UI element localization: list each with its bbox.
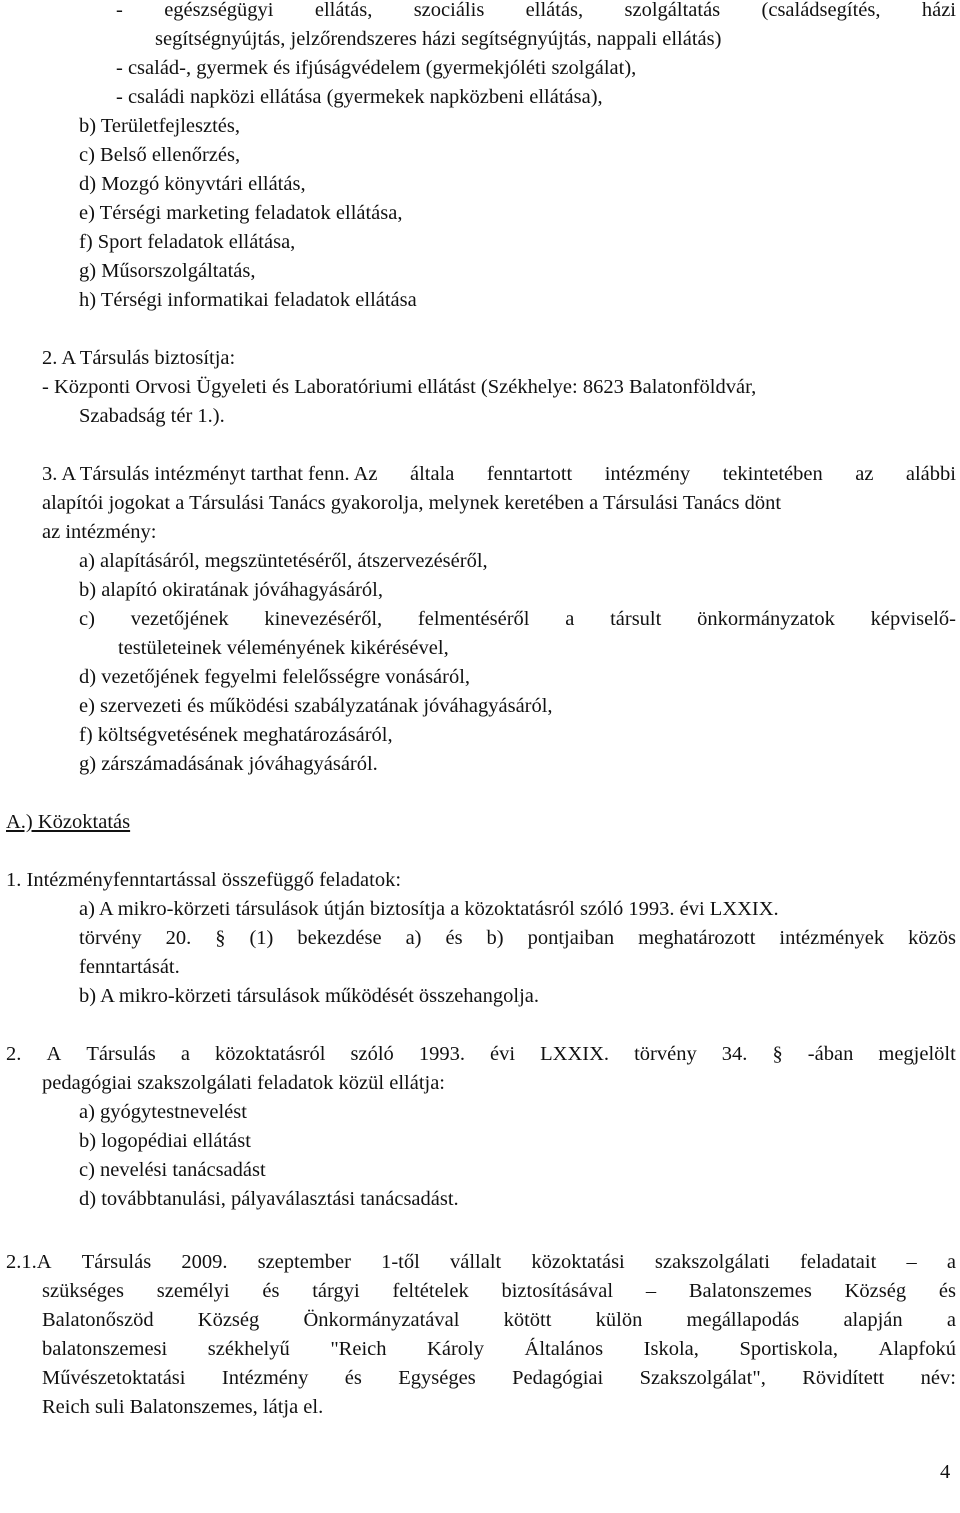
word: – (645, 1280, 657, 1302)
section-3-line3: az intézmény: (42, 521, 157, 543)
list-item-child-protection: - család-, gyermek és ifjúságvédelem (gyermekjóléti szolgálat), (116, 57, 637, 79)
word: kötött (503, 1309, 552, 1331)
word: Önkormányzatával (303, 1309, 460, 1331)
word: A (46, 1043, 62, 1065)
list-item-g: g) Műsorszolgáltatás, (79, 260, 256, 282)
word: – (906, 1251, 917, 1273)
word: balatonszemesi (42, 1338, 168, 1360)
word: biztosításával (501, 1280, 614, 1302)
word: ellátás, (525, 0, 584, 21)
kozoktatas-point-2-line1 (6, 1040, 956, 1069)
word: alábbi (905, 463, 956, 485)
word: szükséges (42, 1280, 124, 1302)
list-item-health-line1 (116, 0, 956, 25)
word: § (215, 927, 226, 949)
word: feltételek (392, 1280, 469, 1302)
word: -ában (807, 1043, 854, 1065)
kozoktatas-point-21-line6: Reich suli Balatonszemes, látja el. (42, 1396, 324, 1418)
section-3-item-g: g) zárszámadásának jóváhagyásáról. (79, 753, 378, 775)
word: intézmények (779, 927, 885, 949)
section-3-item-b: b) alapító okiratának jóváhagyásáról, (79, 579, 383, 601)
word: személyi (156, 1280, 230, 1302)
word: feladatait (800, 1251, 877, 1273)
word: tekintetében (722, 463, 823, 485)
word: 20. (165, 927, 192, 949)
word: Egységes (398, 1367, 476, 1389)
word: Község (197, 1309, 260, 1331)
word: szeptember (257, 1251, 351, 1273)
word: intézmény (604, 463, 691, 485)
page-number: 4 (940, 1461, 951, 1483)
word: Általános (524, 1338, 604, 1360)
word: képviselő- (870, 608, 956, 630)
word: közoktatásról (215, 1043, 326, 1065)
word: név: (920, 1367, 956, 1389)
word: Társulás (86, 1043, 156, 1065)
word: és (938, 1280, 956, 1302)
word: 1993. (418, 1043, 465, 1065)
kozoktatas-point-2c: c) nevelési tanácsadást (79, 1159, 266, 1181)
word: Balatonőszöd (42, 1309, 154, 1331)
kozoktatas-point-21-line4 (42, 1335, 956, 1364)
word: - (116, 0, 123, 21)
word: bekezdése (297, 927, 382, 949)
word: Károly (427, 1338, 484, 1360)
word: Szakszolgálat", (639, 1367, 766, 1389)
word: tárgyi (312, 1280, 360, 1302)
kozoktatas-point-21-line3 (42, 1306, 956, 1335)
word: c) (79, 608, 95, 630)
word: megjelölt (878, 1043, 956, 1065)
word: Sportiskola, (739, 1338, 838, 1360)
word: meghatározott (638, 927, 756, 949)
word: szóló (350, 1043, 394, 1065)
kozoktatas-point-1b: b) A mikro-körzeti társulások működését összehangolja. (79, 985, 540, 1007)
section-3-line2: alapítói jogokat a Társulási Tanács gyakorolja, melynek keretében a Társulási Tanács dönt (42, 492, 782, 514)
kozoktatas-point-21-line2 (42, 1277, 956, 1306)
word: a) (405, 927, 422, 949)
word: külön (595, 1309, 643, 1331)
section-3-item-e: e) szervezeti és működési szabályzatának jóváhagyásáról, (79, 695, 553, 717)
word: ellátás, (314, 0, 373, 21)
word: évi (490, 1043, 516, 1065)
kozoktatas-point-2-line2: pedagógiai szakszolgálati feladatok közül ellátja: (42, 1072, 446, 1094)
word: felmentéséről (417, 608, 530, 630)
word: Rövidített (802, 1367, 885, 1389)
word: (családsegítés, (761, 0, 881, 21)
word: és (344, 1367, 362, 1389)
word: vezetőjének (130, 608, 229, 630)
word: megállapodás (686, 1309, 800, 1331)
word: (1) (249, 927, 274, 949)
word: Iskola, (643, 1338, 699, 1360)
word: szolgáltatás (624, 0, 721, 21)
word: LXXIX. (540, 1043, 610, 1065)
list-item-f: f) Sport feladatok ellátása, (79, 231, 296, 253)
list-item-h: h) Térségi informatikai feladatok ellátása (79, 289, 417, 311)
word: a (946, 1251, 956, 1273)
word: szakszolgálati (654, 1251, 770, 1273)
kozoktatas-point-2a: a) gyógytestnevelést (79, 1101, 247, 1123)
kozoktatas-point-1: 1. Intézményfenntartással összefüggő feladatok: (6, 869, 402, 891)
word: közoktatási (531, 1251, 625, 1273)
word: társult (610, 608, 662, 630)
word: "Reich (330, 1338, 387, 1360)
word: b) (486, 927, 504, 949)
word: vállalt (449, 1251, 502, 1273)
list-item-family-daycare: - családi napközi ellátása (gyermekek napközbeni ellátása), (116, 86, 603, 108)
word: Község (844, 1280, 907, 1302)
list-item-e: e) Térségi marketing feladatok ellátása, (79, 202, 403, 224)
word: a (565, 608, 575, 630)
word: 34. (721, 1043, 748, 1065)
word: 3. A Társulás intézményt tarthat fenn. Az (42, 463, 378, 485)
kozoktatas-point-21-line1 (6, 1248, 956, 1277)
word: Balatonszemes (688, 1280, 812, 1302)
word: általa (409, 463, 455, 485)
word: § (772, 1043, 783, 1065)
list-item-health-line2: segítségnyújtás, jelzőrendszeres házi segítségnyújtás, nappali ellátás) (155, 28, 722, 50)
word: a (180, 1043, 190, 1065)
word: 2. (6, 1043, 22, 1065)
section-2-heading: 2. A Társulás biztosítja: (42, 347, 236, 369)
word: törvény (634, 1043, 697, 1065)
kozoktatas-point-2b: b) logopédiai ellátást (79, 1130, 251, 1152)
word: kinevezéséről, (264, 608, 383, 630)
word: Pedagógiai (512, 1367, 604, 1389)
word: önkormányzatok (697, 608, 835, 630)
section-3-item-a: a) alapításáról, megszüntetéséről, átszervezéséről, (79, 550, 488, 572)
section-3-item-f: f) költségvetésének meghatározásáról, (79, 724, 393, 746)
word: pontjaiban (527, 927, 615, 949)
word: és (445, 927, 463, 949)
word: Társulás (81, 1251, 152, 1273)
word: szociális (413, 0, 485, 21)
word: házi (921, 0, 956, 21)
word: törvény (79, 927, 142, 949)
word: Művészetoktatási (42, 1367, 186, 1389)
word: a (946, 1309, 956, 1331)
kozoktatas-point-1a-line1: a) A mikro-körzeti társulások útján biztosítja a közoktatásról szóló 1993. évi LXXIX. (79, 898, 779, 920)
word: fenntartott (486, 463, 573, 485)
section-3-item-c-line2: testületeinek véleményének kikérésével, (118, 637, 449, 659)
word: Intézmény (221, 1367, 309, 1389)
section-3-line1 (42, 460, 956, 489)
word: 2009. (181, 1251, 228, 1273)
word: alapján (843, 1309, 903, 1331)
section-2-line1: - Központi Orvosi Ügyeleti és Laboratóriumi ellátást (Székhelye: 8623 Balatonföldvár, (42, 376, 757, 398)
word: közös (908, 927, 956, 949)
kozoktatas-point-2d: d) továbbtanulási, pályaválasztási tanácsadást. (79, 1188, 459, 1210)
section-heading-kozoktatas: A.) Közoktatás (6, 811, 131, 833)
word: az (855, 463, 874, 485)
list-item-d: d) Mozgó könyvtári ellátás, (79, 173, 306, 195)
kozoktatas-point-1a-line2 (79, 924, 956, 953)
section-3-item-c-line1 (79, 605, 956, 634)
word: 1-től (381, 1251, 420, 1273)
kozoktatas-point-21-line5 (42, 1364, 956, 1393)
word: és (262, 1280, 280, 1302)
kozoktatas-point-1a-line3: fenntartását. (79, 956, 180, 978)
section-2-line2: Szabadság tér 1.). (79, 405, 225, 427)
word: székhelyű (207, 1338, 290, 1360)
word: Alapfokú (878, 1338, 956, 1360)
word: egészségügyi (164, 0, 274, 21)
list-item-c: c) Belső ellenőrzés, (79, 144, 241, 166)
word: 2.1.A (6, 1251, 52, 1273)
list-item-b: b) Területfejlesztés, (79, 115, 240, 137)
section-3-item-d: d) vezetőjének fegyelmi felelősségre vonásáról, (79, 666, 471, 688)
